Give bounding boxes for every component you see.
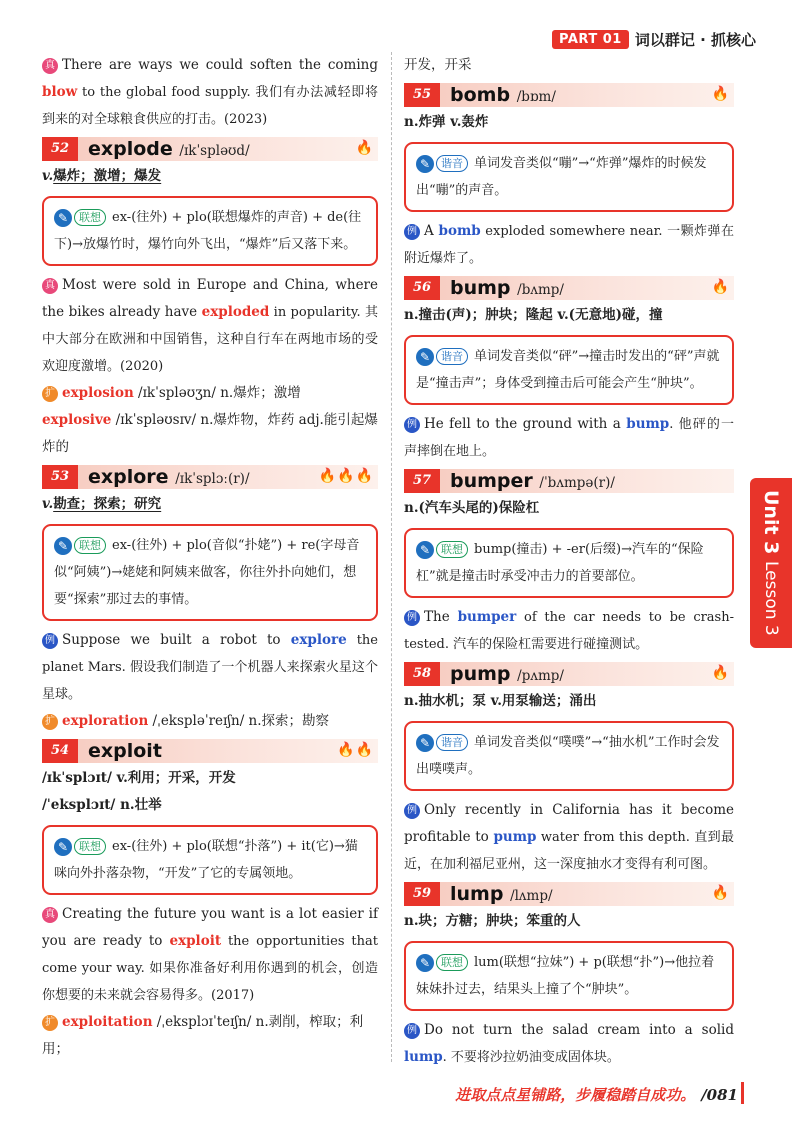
example-highlight: exploit <box>169 933 222 949</box>
lightbulb-icon: ✎ <box>416 155 434 173</box>
unit-side-tab[interactable] <box>750 478 792 648</box>
continued-text: 开发，开采 <box>404 57 472 73</box>
derivative-word: exploitation <box>62 1014 153 1030</box>
memo-text: ex-(往外) + plo(联想“扑落”) + it(它)→猫咪向外扑落杂物，“开发”了它的专属领地。 <box>54 839 358 881</box>
phonetic: /ɪkˈsplǝʊd/ <box>179 143 250 159</box>
entry-56-memo <box>404 335 734 405</box>
lightbulb-icon: ✎ <box>54 838 72 856</box>
lightbulb-icon: ✎ <box>54 209 72 227</box>
memo-tag: 联想 <box>74 838 106 855</box>
derivative-word: explosion <box>62 385 134 401</box>
example-a: Only recently in California has it become profitable to <box>404 802 734 845</box>
entry-56-example <box>404 411 734 465</box>
headword: bumper <box>450 470 533 492</box>
entry-57-example <box>404 604 734 658</box>
header-title: 词以群记 · 抓核心 <box>634 31 756 49</box>
memo-text: ex-(往外) + plo(音似“扑姥”) + re(字母音似“阿姨”)→姥姥和阿姨来做客，你往外扑向她们，想要“探索”那过去的事情。 <box>54 538 360 607</box>
part-of-speech: v. <box>42 168 54 184</box>
example-a: Creating the future you want is a lot easier if you are ready to <box>42 906 378 949</box>
memo-text: bump(撞击) + -er(后缀)→汽车的“保险杠”就是撞击时承受冲击力的首要部位。 <box>416 542 704 584</box>
example-b: of the car needs to be crash-tested. 汽车的保险杠需要进行碰撞测试。 <box>404 610 734 652</box>
derivative-rest: /ˌekspləˈreɪʃn/ n.探索；勘察 <box>148 713 330 729</box>
example-b: . 不要将沙拉奶油变成固体块。 <box>442 1050 620 1065</box>
memo-tag: 联想 <box>74 537 106 554</box>
example-highlight: exploded <box>201 304 270 320</box>
entry-54-memo <box>42 825 378 895</box>
extension-badge-icon: 扩 <box>42 386 58 402</box>
memo-text: 单词发音类似“砰”→撞击时发出的“砰”声就是“撞击声”；身体受到撞击后可能会产生“肿块”。 <box>416 349 720 391</box>
intro-text-b: to the global food supply. 我们有办法减轻即将到来的对全球粮食供应的打击。(2023) <box>42 85 378 127</box>
part-badge: PART 01 <box>552 30 629 49</box>
example-a: He fell to the ground with a <box>424 416 627 432</box>
entry-number: 53 <box>42 465 78 489</box>
memo-tag: 联想 <box>436 541 468 558</box>
entry-54-example <box>42 901 378 1009</box>
entry-word <box>450 84 556 106</box>
entry-number: 58 <box>404 662 440 686</box>
entry-word <box>450 470 615 492</box>
example-b: exploded somewhere near. 一颗炸弹在附近爆炸了。 <box>404 224 734 266</box>
footer-bar <box>741 1082 744 1104</box>
page-number: /081 <box>701 1086 738 1104</box>
example-b: water from this depth. 直到最近，在加利福尼亚州，这一深度抽水才变得有利可图。 <box>404 830 735 872</box>
phonetic: /bɒm/ <box>516 89 556 105</box>
headword: explode <box>88 138 173 160</box>
example-highlight: bumper <box>457 609 517 625</box>
memo-tag: 谐音 <box>436 734 468 751</box>
entry-54-derivative-1 <box>42 1009 378 1063</box>
entry-word <box>450 663 564 685</box>
entry-word <box>450 277 564 299</box>
phonetic: /pʌmp/ <box>517 668 564 684</box>
entry-number: 54 <box>42 739 78 763</box>
real-exam-badge-icon: 真 <box>42 278 58 294</box>
flame-icon: 🔥 <box>711 86 730 102</box>
entry-number: 57 <box>404 469 440 493</box>
entry-52-pos <box>42 163 378 190</box>
example-highlight: pump <box>493 829 537 845</box>
entry-57-pos: n.(汽车头尾的)保险杠 <box>404 500 540 516</box>
memo-text: 单词发音类似“噗噗”→“抽水机”工作时会发出噗噗声。 <box>416 735 720 777</box>
page-header <box>552 29 756 50</box>
example-badge-icon: 例 <box>42 633 58 649</box>
phonetic: /lʌmp/ <box>510 888 553 904</box>
derivative-rest: /ˌeksplɔɪˈteɪʃn/ n.剥削，榨取；利用； <box>42 1014 364 1057</box>
page-footer <box>455 1084 738 1105</box>
flame-icon: 🔥 <box>711 885 730 901</box>
entry-53-example <box>42 627 378 708</box>
entry-58-pos: n.抽水机；泵 v.用泵输送；涌出 <box>404 693 597 709</box>
example-badge-icon: 例 <box>404 1023 420 1039</box>
example-badge-icon: 例 <box>404 224 420 240</box>
flame-icon: 🔥 <box>711 665 730 681</box>
intro-highlight: blow <box>42 84 78 100</box>
memo-tag: 谐音 <box>436 348 468 365</box>
entry-54-line-2: /ˈeksplɔɪt/ n.壮举 <box>42 797 162 813</box>
real-exam-badge-icon: 真 <box>42 907 58 923</box>
entry-word <box>450 883 553 905</box>
derivative-rest: /ɪkˈsplǝʊsɪv/ n.爆炸物，炸药 adj.能引起爆炸的 <box>42 412 378 455</box>
example-a: A <box>424 223 439 239</box>
headword: bump <box>450 277 511 299</box>
entry-55-memo <box>404 142 734 212</box>
footer-motto: 进取点点星铺路，步履稳踏自成功。 <box>455 1086 696 1104</box>
entry-53-derivative-1 <box>42 708 378 735</box>
example-highlight: bomb <box>438 223 481 239</box>
memo-tag: 联想 <box>74 209 106 226</box>
entry-54-line-1: /ɪkˈsplɔɪt/ v.利用；开采，开发 <box>42 770 236 786</box>
entry-52-bar <box>42 137 378 161</box>
headword: bomb <box>450 84 511 106</box>
real-exam-badge-icon: 真 <box>42 58 58 74</box>
entry-53-pos <box>42 491 378 518</box>
column-divider <box>391 52 393 1062</box>
lightbulb-icon: ✎ <box>416 348 434 366</box>
flame-icon: 🔥 <box>711 279 730 295</box>
lightbulb-icon: ✎ <box>416 734 434 752</box>
entry-59-example <box>404 1017 734 1071</box>
entry-52-example <box>42 272 378 380</box>
entry-52-derivative-2 <box>42 407 378 461</box>
entry-52-derivative-1 <box>42 380 378 407</box>
headword: lump <box>450 883 504 905</box>
entry-number: 55 <box>404 83 440 107</box>
example-a: Most were sold in Europe and China, where the bikes already have <box>42 277 378 320</box>
flame-icon: 🔥🔥🔥 <box>318 468 374 484</box>
headword: exploit <box>88 740 162 762</box>
entry-53-bar <box>42 465 378 489</box>
derivative-rest: /ɪkˈsplǝʊʒn/ n.爆炸；激增 <box>133 385 301 401</box>
definitions: 爆炸；激增；爆发 <box>53 168 162 184</box>
memo-text: lum(联想“拉妹”) + p(联想“扑”)→他拉着妹妹扑过去，结果头上撞了个“肿块”。 <box>416 955 715 997</box>
example-highlight: bump <box>626 416 670 432</box>
entry-59-memo <box>404 941 734 1011</box>
memo-tag: 联想 <box>436 954 468 971</box>
entry-number: 56 <box>404 276 440 300</box>
memo-text: 单词发音类似“嘣”→“炸弹”爆炸的时候发出“嘣”的声音。 <box>416 156 707 198</box>
lesson-label: Lesson 3 <box>761 560 781 636</box>
entry-57-memo <box>404 528 734 598</box>
example-a: Suppose we built a robot to <box>62 632 291 648</box>
memo-tag: 谐音 <box>436 155 468 172</box>
entry-55-example <box>404 218 734 272</box>
memo-text: ex-(往外) + plo(联想爆炸的声音) + de(往下)→放爆竹时，爆竹向外飞出，“爆炸”后又落下来。 <box>54 210 362 252</box>
example-a: The <box>424 609 458 625</box>
extension-badge-icon: 扩 <box>42 714 58 730</box>
entry-number: 59 <box>404 882 440 906</box>
lightbulb-icon: ✎ <box>416 954 434 972</box>
example-highlight: lump <box>404 1049 443 1065</box>
phonetic: /bʌmp/ <box>517 282 564 298</box>
example-a: Do not turn the salad cream into a solid <box>424 1022 734 1038</box>
definitions: 勘查；探索；研究 <box>53 496 162 512</box>
entry-word <box>88 138 250 160</box>
right-column <box>404 52 734 1071</box>
left-column <box>42 52 378 1063</box>
intro-text-a: There are ways we could soften the coming <box>62 57 378 73</box>
example-b: in popularity. 其中大部分在欧洲和中国销售，这种自行车在两地市场的受欢迎度激增。(2020) <box>42 305 378 374</box>
entry-word <box>88 466 250 488</box>
unit-label: Unit 3 <box>760 490 782 555</box>
lightbulb-icon: ✎ <box>416 541 434 559</box>
entry-55-pos: n.炸弹 v.轰炸 <box>404 114 489 130</box>
entry-56-pos: n.撞击(声)；肿块；隆起 v.(无意地)碰，撞 <box>404 307 663 323</box>
part-of-speech: v. <box>42 496 54 512</box>
entry-55-bar <box>404 83 734 107</box>
example-b: . 他砰的一声摔倒在地上。 <box>404 417 734 459</box>
entry-word <box>88 740 162 762</box>
extension-badge-icon: 扩 <box>42 1015 58 1031</box>
entry-58-example <box>404 797 734 878</box>
intro-example <box>42 52 378 133</box>
example-badge-icon: 例 <box>404 417 420 433</box>
phonetic: /ɪkˈsplɔː(r)/ <box>175 471 250 487</box>
entry-57-bar <box>404 469 734 493</box>
flame-icon: 🔥🔥 <box>337 742 374 758</box>
entry-56-bar <box>404 276 734 300</box>
flame-icon: 🔥 <box>355 140 374 156</box>
phonetic: /ˈbʌmpə(r)/ <box>539 475 615 491</box>
derivative-word: explosive <box>42 412 112 428</box>
entry-number: 52 <box>42 137 78 161</box>
entry-53-memo <box>42 524 378 621</box>
entry-52-memo <box>42 196 378 266</box>
example-b: the opportunities that come your way. 如果你准备好利用你遇到的机会，创造你想要的未来就会容易得多。(2017) <box>42 934 378 1003</box>
example-badge-icon: 例 <box>404 803 420 819</box>
example-badge-icon: 例 <box>404 610 420 626</box>
headword: explore <box>88 466 169 488</box>
example-highlight: explore <box>290 632 347 648</box>
entry-54-bar <box>42 739 378 763</box>
entry-58-bar <box>404 662 734 686</box>
entry-59-pos: n.块；方糖；肿块；笨重的人 <box>404 913 581 929</box>
derivative-word: exploration <box>62 713 149 729</box>
entry-58-memo <box>404 721 734 791</box>
entry-59-bar <box>404 882 734 906</box>
headword: pump <box>450 663 511 685</box>
example-b: the planet Mars. 假设我们制造了一个机器人来探索火星这个星球。 <box>42 633 378 702</box>
lightbulb-icon: ✎ <box>54 537 72 555</box>
